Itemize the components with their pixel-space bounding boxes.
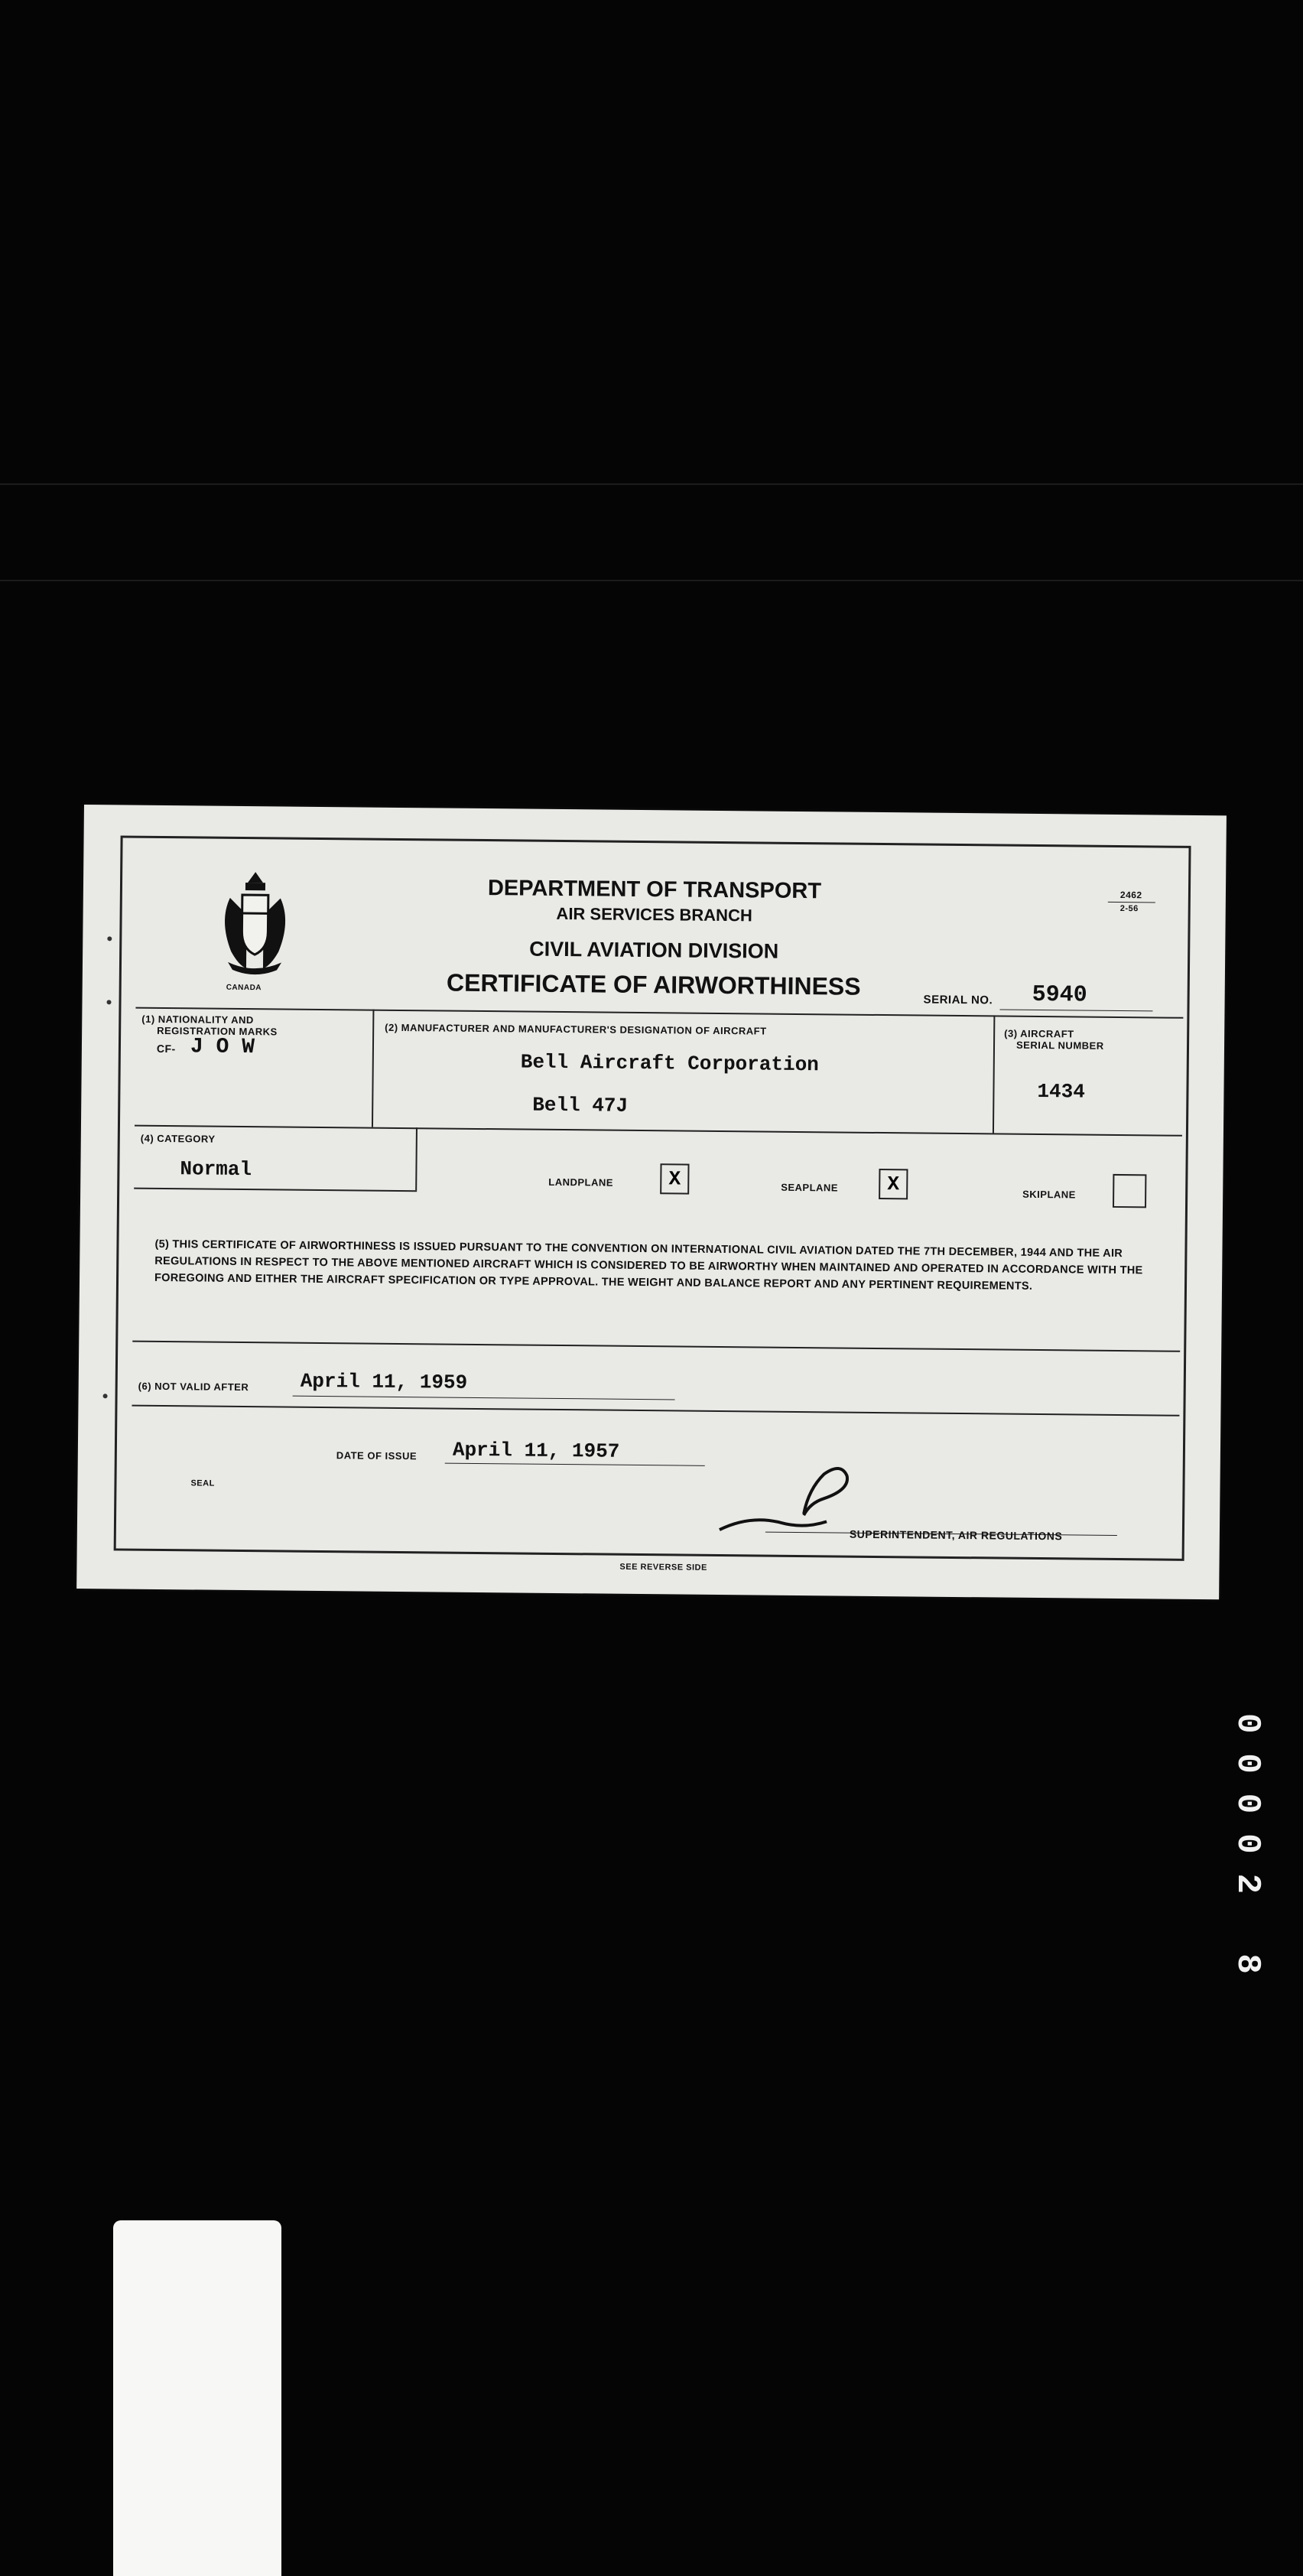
- aircraft-serial-label-line1: (3) AIRCRAFT: [1004, 1027, 1074, 1040]
- not-valid-after-value: April 11, 1959: [300, 1369, 468, 1394]
- certificate-title: CERTIFICATE OF AIRWORTHINESS: [446, 968, 861, 1000]
- margin-dot: [103, 1394, 108, 1398]
- category-value: Normal: [180, 1157, 252, 1182]
- date-of-issue-value: April 11, 1957: [452, 1438, 620, 1463]
- landplane-label: LANDPLANE: [548, 1176, 614, 1189]
- serial-label: SERIAL NO.: [923, 993, 993, 1007]
- signatory-title: SUPERINTENDENT, AIR REGULATIONS: [849, 1527, 1063, 1543]
- registration-prefix: CF-: [156, 1042, 176, 1055]
- margin-dot: [106, 1000, 111, 1004]
- seal-label: SEAL: [190, 1478, 215, 1488]
- certificate-statement: (5) THIS CERTIFICATE OF AIRWORTHINESS IS ISSUED PURSUANT TO THE CONVENTION ON INTERNATIONAL CIVIL AVIATION DATED THE 7TH DECEMBER, 1944 AND THE AIR REGULATIONS IN RESPECT TO THE ABOVE MENTIONED AIRCRAFT WHICH IS CONSIDERED TO BE AIRWORTHY WHEN MAINTAINED AND OPERATED IN ACCORDANCE WITH THE FOREGOING AND EITHER THE AIRCRAFT SPECIFICATION OR TYPE APPROVAL. THE WEIGHT AND BALANCE REPORT AND ANY PERTINENT REQUIREMENTS.: [154, 1238, 1143, 1293]
- aircraft-designation-value: Bell 47J: [532, 1093, 629, 1117]
- serial-value: 5940: [1032, 981, 1087, 1009]
- scan-line: [0, 483, 1303, 485]
- manufacturer-label: (2) MANUFACTURER AND MANUFACTURER'S DESIGNATION OF AIRCRAFT: [385, 1021, 767, 1037]
- category-label: (4) CATEGORY: [140, 1132, 216, 1145]
- department-heading: DEPARTMENT OF TRANSPORT: [487, 876, 822, 904]
- registration-label-line1: (1) NATIONALITY AND: [141, 1013, 254, 1026]
- form-number: 2462: [1119, 890, 1142, 901]
- not-valid-after-label: (6) NOT VALID AFTER: [138, 1380, 249, 1394]
- superintendent-signature: [712, 1458, 881, 1536]
- seaplane-checkbox: X: [879, 1169, 908, 1199]
- scan-line: [0, 580, 1303, 581]
- emblem-caption: CANADA: [226, 983, 262, 993]
- form-date: 2-56: [1119, 904, 1139, 914]
- skiplane-label: SKIPLANE: [1022, 1188, 1076, 1201]
- skiplane-checkbox: [1113, 1174, 1146, 1208]
- branch-heading: AIR SERVICES BRANCH: [556, 903, 752, 925]
- date-of-issue-label: DATE OF ISSUE: [336, 1449, 418, 1462]
- aircraft-serial-value: 1434: [1037, 1079, 1086, 1104]
- film-leader-strip: [113, 2220, 281, 2576]
- see-reverse-side-note: SEE REVERSE SIDE: [619, 1562, 707, 1573]
- landplane-checkbox: X: [660, 1163, 689, 1194]
- registration-label-line2: REGISTRATION MARKS: [157, 1024, 278, 1038]
- manufacturer-value: Bell Aircraft Corporation: [520, 1050, 820, 1077]
- registration-marks-value: J O W: [190, 1035, 255, 1060]
- seaplane-label: SEAPLANE: [781, 1181, 839, 1194]
- division-heading: CIVIL AVIATION DIVISION: [529, 937, 779, 963]
- airworthiness-certificate: [76, 805, 1227, 1599]
- film-frame-number: 00002 8: [1228, 1713, 1266, 1994]
- aircraft-serial-label-line2: SERIAL NUMBER: [1015, 1039, 1104, 1052]
